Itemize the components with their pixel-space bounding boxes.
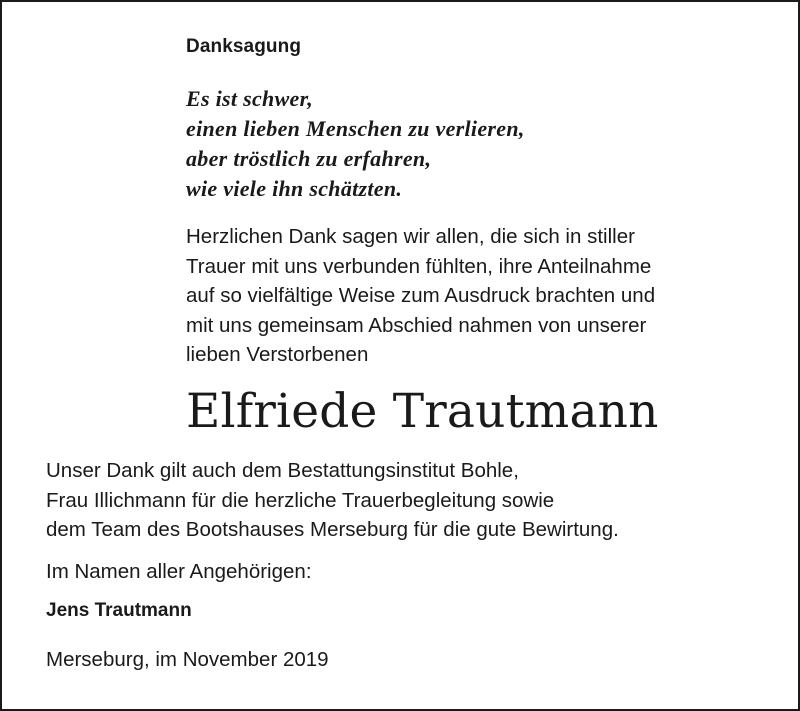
signer-name: Jens Trautmann bbox=[46, 600, 192, 621]
notice-heading: Danksagung bbox=[186, 36, 302, 57]
poem-line: einen lieben Menschen zu verlieren, bbox=[186, 116, 525, 141]
additional-thanks-paragraph bbox=[46, 456, 619, 545]
poem-quote bbox=[186, 84, 525, 204]
poem-line: aber tröstlich zu erfahren, bbox=[186, 146, 432, 171]
thanks-line: Trauer mit uns verbunden fühlten, ihre Anteilnahme bbox=[186, 254, 652, 278]
place-date: Merseburg, im November 2019 bbox=[46, 648, 329, 671]
poem-line: Es ist schwer, bbox=[186, 86, 314, 111]
thanks-paragraph bbox=[186, 222, 655, 370]
thanks-line: mit uns gemeinsam Abschied nahmen von unserer bbox=[186, 313, 647, 337]
thanks-line: lieben Verstorbenen bbox=[186, 343, 369, 366]
deceased-name: Elfriede Trautmann bbox=[186, 384, 659, 439]
additional-thanks-line: Frau Illichmann für die herzliche Trauerbegleitung sowie bbox=[46, 488, 555, 512]
thanks-line: Herzlichen Dank sagen wir allen, die sich in stiller bbox=[186, 225, 635, 248]
additional-thanks-line: Unser Dank gilt auch dem Bestattungsinstitut Bohle, bbox=[46, 459, 519, 482]
thanks-line: auf so vielfältige Weise zum Ausdruck brachten und bbox=[186, 284, 656, 307]
additional-thanks-line: dem Team des Bootshauses Merseburg für die gute Bewirtung. bbox=[46, 518, 619, 541]
on-behalf-line: Im Namen aller Angehörigen: bbox=[46, 560, 312, 583]
poem-line: wie viele ihn schätzten. bbox=[186, 176, 403, 201]
